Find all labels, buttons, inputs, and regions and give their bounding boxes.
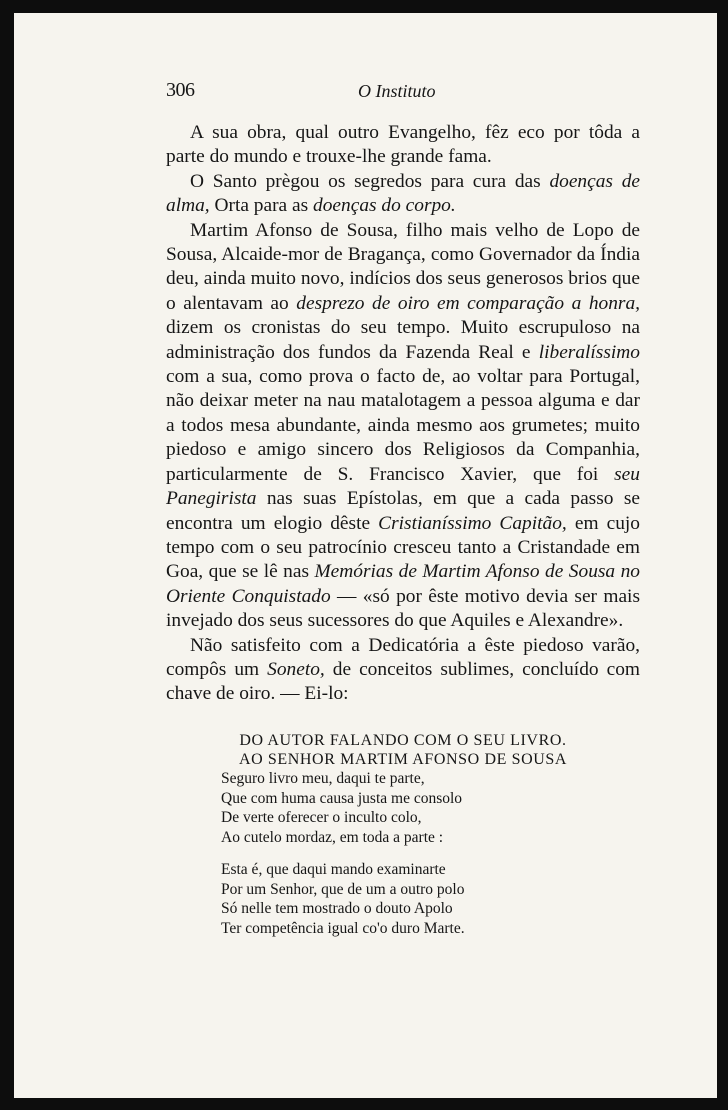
verse-line: Só nelle tem mostrado o douto Apolo: [221, 900, 453, 917]
italic-phrase: liberalíssimo: [538, 341, 640, 363]
verse-line: Que com huma causa justa me consolo: [221, 789, 463, 807]
sonnet-title-line-1: DO AUTOR FALANDO COM O SEU LIVRO.: [239, 732, 567, 749]
verse-line: Ao cutelo mordaz, em toda a parte :: [221, 828, 444, 846]
paragraph-1: A sua obra, qual outro Evangelho, fêz eco por tôda a parte do mundo e trouxe-lhe grande fama.: [166, 122, 640, 168]
italic-phrase: seu Panegirista: [166, 463, 640, 510]
sonnet-heading: [166, 731, 640, 769]
verse-line: De verte oferecer o inculto colo,: [221, 809, 422, 826]
italic-phrase: desprezo de oiro em comparação a honra,: [296, 292, 641, 314]
running-title: O Instituto: [358, 81, 436, 101]
italic-phrase: Soneto,: [267, 658, 325, 680]
sonnet: [221, 769, 581, 951]
verse-line: Ter competência igual co'o duro Marte.: [221, 919, 465, 937]
stanza-2: [221, 860, 581, 938]
paragraph-3: Martim Afonso de Sousa, filho mais velho de Lopo de Sousa, Alcaide-mor de Bragança, como Governador da Índia deu, ainda muito novo, indícios dos seus generosos brios que o alentavam ao desprezo de oiro em comparação a honra, dizem os cronistas do seu tempo. Muito escrupuloso na administração dos fundos da Fazenda Real e liberalíssimo com a sua, como prova o facto de, ao voltar para Portugal, não deixar meter na nau matalotagem a pessoa alguma e dar a todos mesa abundante, ainda mesmo aos grumetes; muito piedoso e amigo sincero dos Religiosos da Companhia, particularmente de S. Francisco Xavier, que foi seu Panegirista nas suas Epístolas, em que a cada passo se encontra um elogio dêste Cristianíssimo Capitão, em cujo tempo com o seu patrocínio cresceu tanto a Cristandade em Goa, que se lê nas Memórias de Martim Afonso de Sousa no Oriente Conquistado — «só por êste motivo devia ser mais invejado dos seus sucessores do que Aquiles e Alexandre».: [166, 219, 641, 632]
sonnet-title-line-2: AO SENHOR MARTIM AFONSO DE SOUSA: [238, 751, 568, 768]
page-number: 306: [166, 79, 195, 101]
body-text: [166, 121, 640, 707]
italic-phrase: Cristianíssimo Capitão,: [378, 512, 567, 534]
verse-line: Seguro livro meu, daqui te parte,: [221, 770, 425, 787]
italic-phrase: doenças de alma,: [166, 170, 640, 217]
stanza-1: [221, 769, 581, 847]
verse-line: Esta é, que daqui mando examinarte: [221, 861, 446, 878]
paragraph-4: Não satisfeito com a Dedicatória a êste piedoso varão, compôs um Soneto, de conceitos sublimes, concluído com chave de oiro. — Ei-lo:: [166, 634, 640, 705]
verse-line: Por um Senhor, que de um a outro polo: [221, 880, 465, 898]
page-header: [166, 79, 566, 109]
paragraph-2: O Santo prègou os segredos para cura das doenças de alma, Orta para as doenças do corpo.: [166, 170, 640, 217]
book-page: [14, 13, 717, 1098]
italic-phrase: Memórias de Martim Afonso de Sousa no Oriente Conquistado: [166, 561, 640, 607]
italic-phrase: doenças do corpo.: [313, 195, 456, 217]
